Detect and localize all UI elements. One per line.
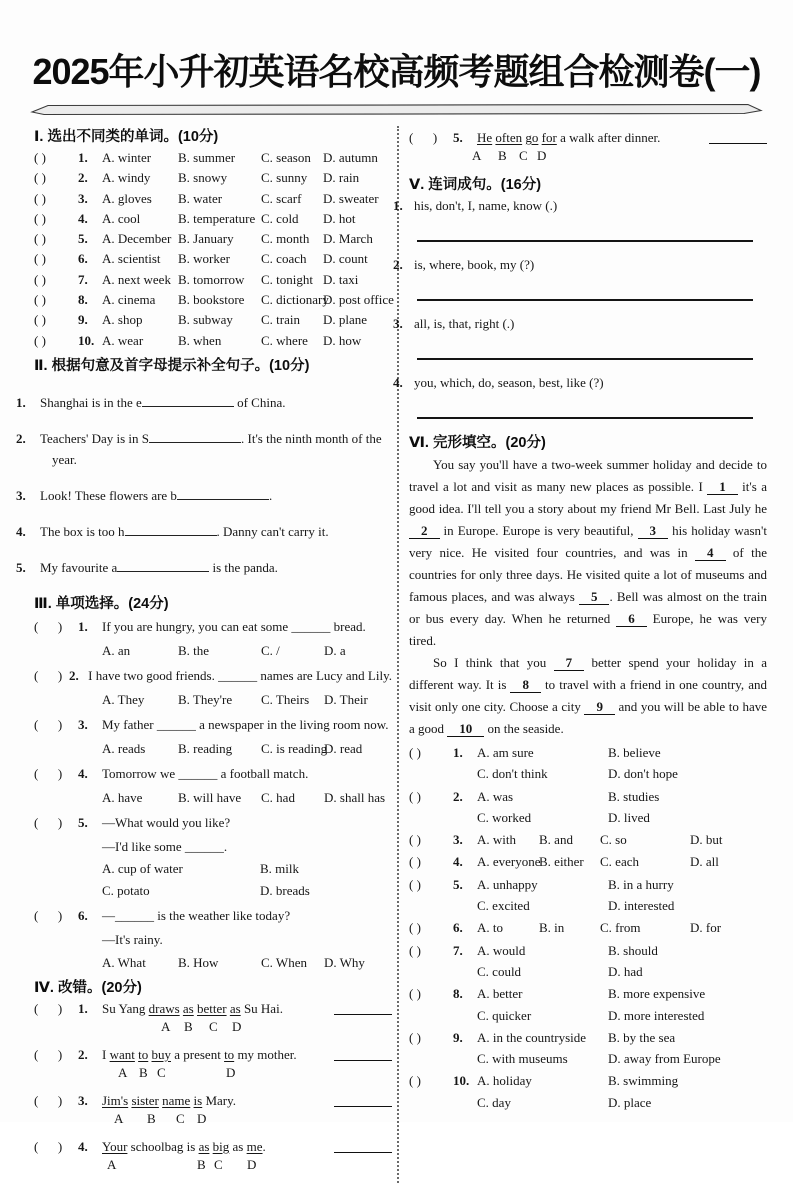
item-number: 2.: [78, 170, 88, 186]
item-number: 4.: [453, 854, 463, 870]
item-number: 2.: [78, 1046, 88, 1062]
item-number: 1.: [393, 198, 403, 213]
item-number: 3.: [78, 1092, 88, 1108]
choice-letters: A B C D: [114, 1110, 207, 1126]
section-4-header: Ⅳ. 改错。(20分): [34, 979, 142, 996]
choice-row: [34, 229, 392, 249]
option-b: B. should: [608, 942, 658, 958]
mc-question: [34, 811, 392, 903]
option-d: D. breads: [260, 883, 310, 899]
answer-bracket: ( ): [34, 907, 63, 923]
item-number: 5.: [78, 231, 88, 247]
answer-line: [417, 417, 753, 419]
word-list: his, don't, I, name, know (.): [414, 198, 558, 213]
option-c: C. /: [261, 642, 280, 658]
right-column: [393, 126, 767, 1183]
sentence-with-underlines: Su Yang draws as better as Su Hai.: [102, 1000, 283, 1016]
option-a: A. in the countryside: [477, 1029, 587, 1045]
option-b: B. milk: [260, 860, 300, 876]
item-number: 10.: [78, 332, 95, 348]
section-5-header: Ⅴ. 连词成句。(16分): [409, 177, 542, 193]
answer-bracket: ( ): [409, 854, 421, 870]
answer-bracket: ( ): [409, 745, 421, 760]
option-c: C. excited: [477, 898, 530, 914]
option-b: B. snowy: [178, 170, 228, 186]
answer-line: [417, 240, 753, 242]
mc-question: [34, 664, 392, 712]
cloze-option-item: [409, 851, 767, 872]
option-a: A. windy: [102, 170, 151, 186]
sentence-post: . Danny can't carry it.: [216, 523, 329, 539]
option-a: A. gloves: [102, 190, 152, 206]
write-in-blank: [117, 559, 209, 572]
answer-line: [334, 1014, 392, 1015]
item-number: 5.: [16, 559, 26, 575]
ordering-item: [393, 196, 767, 242]
answer-bracket: ( ): [34, 1046, 63, 1062]
option-b: B. and: [539, 832, 573, 848]
item-number: 10.: [453, 1073, 470, 1089]
choice-letters: A B C D: [118, 1064, 236, 1080]
fill-blank-item: [16, 485, 392, 506]
item-number: 9.: [78, 312, 88, 328]
item-number: 1.: [453, 745, 463, 760]
sentence-pre: Look! These flowers are b: [40, 487, 177, 503]
option-c: C. is reading: [261, 740, 328, 756]
option-c: C. tonight: [261, 271, 314, 287]
item-number: 6.: [453, 920, 463, 936]
option-a: A. December: [102, 231, 172, 247]
item-number: 5.: [78, 814, 88, 830]
option-d: D. rain: [323, 170, 360, 186]
option-d: D. more interested: [608, 1007, 705, 1023]
option-d: D. read: [324, 740, 363, 756]
item-number: 3.: [393, 316, 403, 331]
item-number: 2.: [69, 667, 79, 683]
option-d: D. autumn: [323, 150, 378, 165]
item-number: 5.: [453, 130, 463, 145]
cloze-paragraph-2: So I think that you 7 better spend your holiday in a different way. It is 8 to travel with a friend in one country, and visit only one city. Choose a city 9 and you will be able to have a good 10 on the seaside.: [409, 655, 767, 736]
option-b: B. January: [178, 231, 234, 247]
answer-bracket: ( ): [409, 986, 421, 1002]
sentence-pre: The box is too h: [40, 523, 125, 539]
option-c: C. worked: [477, 809, 532, 825]
answer-bracket: ( ): [34, 667, 63, 683]
option-a: A. wear: [102, 332, 144, 348]
option-d: D. sweater: [323, 190, 379, 206]
option-a: A. cinema: [102, 292, 156, 308]
option-a: A. next week: [102, 271, 171, 287]
fill-blank-item: [16, 557, 392, 578]
option-b: B. summer: [178, 150, 236, 165]
option-c: C. Theirs: [261, 691, 310, 707]
title-divider-ribbon: [30, 103, 763, 116]
answer-bracket: ( ): [409, 920, 421, 936]
item-number: 3.: [16, 487, 26, 503]
option-b: B. the: [178, 642, 210, 658]
error-correction-item: [34, 999, 392, 1036]
item-number: 4.: [393, 375, 403, 390]
option-c: C. had: [261, 789, 295, 805]
option-c: C. from: [600, 920, 641, 936]
answer-bracket: ( ): [34, 716, 63, 732]
item-number: 1.: [78, 150, 88, 165]
option-c: C. potato: [102, 883, 150, 899]
option-a: A. everyone: [477, 854, 541, 870]
option-b: B. How: [178, 954, 219, 970]
choice-letters: A B C D: [161, 1018, 242, 1034]
title-divider: [0, 103, 793, 120]
cloze-option-item: [409, 940, 767, 983]
option-b: B. worker: [178, 251, 230, 267]
answer-bracket: ( ): [34, 190, 46, 206]
sentence-pre: Shanghai is in the e: [40, 394, 142, 410]
question-text: If you are hungry, you can eat some ______ bread.: [102, 618, 366, 634]
option-b: B. bookstore: [178, 292, 245, 308]
item-number: 6.: [78, 907, 88, 923]
option-a: A. to: [477, 920, 503, 936]
option-c: C. where: [261, 332, 308, 348]
question-text: —______ is the weather like today?: [102, 907, 291, 923]
choice-letters: A B C D: [472, 148, 547, 163]
option-c: C. so: [600, 832, 627, 848]
cloze-option-item: [409, 1070, 767, 1113]
item-number: 6.: [78, 251, 88, 267]
answer-line: [417, 299, 753, 301]
option-b: B. believe: [608, 745, 661, 760]
mc-question: [34, 904, 392, 975]
choice-row: [34, 270, 392, 290]
answer-bracket: ( ): [34, 1138, 63, 1154]
option-d: D. how: [323, 332, 362, 348]
answer-bracket: ( ): [34, 814, 63, 830]
option-b: B. reading: [178, 740, 233, 756]
option-c: C. each: [600, 854, 639, 870]
option-d: D. count: [323, 251, 368, 267]
answer-bracket: ( ): [34, 1000, 63, 1016]
error-correction-item: [34, 1137, 392, 1174]
option-d: D. plane: [323, 312, 368, 328]
error-correction-item: [34, 1091, 392, 1128]
option-c: C. scarf: [261, 190, 302, 206]
item-number: 1.: [16, 394, 26, 410]
options-row: [102, 737, 392, 761]
answer-bracket: ( ): [409, 832, 421, 848]
option-c: C. day: [477, 1094, 511, 1110]
answer-bracket: ( ): [409, 1029, 421, 1045]
option-b: B. in: [539, 920, 565, 936]
option-d: D. a: [324, 642, 346, 658]
write-in-blank: [149, 430, 241, 443]
choice-row: [34, 148, 392, 168]
option-c: C. sunny: [261, 170, 308, 186]
option-b: B. by the sea: [608, 1029, 676, 1045]
two-column-layout: [16, 126, 767, 1183]
section-1-odd-one-out: [34, 148, 392, 351]
option-b: B. in a hurry: [608, 876, 674, 892]
sentence-pre: My favourite a: [40, 559, 118, 575]
word-list: you, which, do, season, best, like (?): [414, 375, 604, 390]
options-row: [102, 688, 392, 712]
option-d: D. taxi: [323, 271, 359, 287]
mc-question: [34, 713, 392, 761]
option-a: A. with: [477, 832, 516, 848]
answer-bracket: ( ): [34, 170, 46, 186]
option-b: B. temperature: [178, 210, 256, 226]
sentence-pre: Teachers' Day is in S: [40, 430, 150, 446]
question-text: My father ______ a newspaper in the living room now.: [102, 716, 389, 732]
mc-question: [34, 615, 392, 663]
answer-bracket: ( ): [34, 292, 46, 308]
ordering-item: [393, 255, 767, 301]
option-c: C. could: [477, 963, 522, 979]
option-c: C. When: [261, 954, 307, 970]
answer-bracket: ( ): [409, 130, 438, 145]
option-a: A. have: [102, 789, 143, 805]
option-d: D. don't hope: [608, 766, 678, 782]
cloze-options: [409, 742, 767, 1113]
item-number: 9.: [453, 1029, 463, 1045]
cloze-paragraph-1: You say you'll have a two-week summer holiday and decide to travel a lot and visit as many new places as possible. I 1 it's a good idea. I'll tell you a story about my friend Mr Bell. Last July he 2 in Europe. Europe is very beautiful, 3 his holiday wasn't very nice. He visited four countries, and was in 4 of the countries for only three days. He visited quite a lot of museums and famous places, and was always 5 . Bell was almost on the train or bus every day. When he returned 6 Europe, he was very tired.: [409, 457, 767, 648]
item-number: 1.: [78, 1000, 88, 1016]
choice-row: [34, 290, 392, 310]
answer-bracket: ( ): [409, 788, 421, 804]
option-c: C. train: [261, 312, 300, 328]
choice-letters: A B C D: [107, 1156, 257, 1172]
option-d: D. lived: [608, 809, 650, 825]
option-a: A. unhappy: [477, 876, 538, 892]
option-c: C. quicker: [477, 1007, 532, 1023]
sentence-with-underlines: Your schoolbag is as big as me.: [102, 1138, 266, 1154]
choice-row: [34, 331, 392, 351]
question-text: —What would you like?: [102, 814, 231, 830]
sentence-with-underlines: Jim's sister name is Mary.: [102, 1092, 237, 1108]
sentence-with-underlines: He often go for a walk after dinner.: [477, 130, 661, 145]
left-column: [16, 126, 399, 1183]
option-a: A. shop: [102, 312, 143, 328]
answer-bracket: ( ): [34, 765, 63, 781]
option-b: B. will have: [178, 789, 242, 805]
item-number: 7.: [453, 942, 463, 958]
option-a: A. would: [477, 942, 526, 958]
sentence-post: is the panda.: [209, 559, 278, 575]
option-d: D. had: [608, 963, 643, 979]
fill-blank-item: [16, 392, 392, 413]
option-a: A. cool: [102, 210, 141, 226]
error-correction-item: [409, 128, 767, 165]
sentence-with-underlines: I want to buy a present to my mother.: [102, 1046, 297, 1062]
option-a: A. scientist: [102, 251, 161, 267]
option-d: D. post office: [323, 292, 394, 308]
answer-bracket: ( ): [34, 271, 46, 287]
options-grid: [102, 858, 392, 903]
answer-line: [709, 143, 767, 144]
option-a: A. an: [102, 642, 131, 658]
item-number: 4.: [16, 523, 26, 539]
option-d: D. Why: [324, 954, 365, 970]
section-2-header: Ⅱ. 根据句意及首字母提示补全句子。(10分): [34, 357, 310, 374]
answer-bracket: ( ): [34, 618, 63, 634]
option-c: C. with museums: [477, 1051, 568, 1067]
option-b: B. studies: [608, 788, 660, 804]
options-row: [102, 639, 392, 663]
section-3-header: Ⅲ. 单项选择。(24分): [34, 595, 169, 612]
option-a: A. was: [477, 788, 514, 804]
cloze-option-item: [409, 786, 767, 829]
answer-bracket: ( ): [34, 1092, 63, 1108]
sentence-post: of China.: [233, 394, 286, 410]
cloze-option-item: [409, 1027, 767, 1070]
item-number: 1.: [78, 618, 88, 634]
choice-row: [34, 249, 392, 269]
cloze-option-item: [409, 874, 767, 917]
option-a: A. reads: [102, 740, 146, 756]
fill-blank-item: [16, 428, 392, 470]
option-b: B. swimming: [608, 1073, 679, 1089]
item-number: 2.: [393, 257, 403, 272]
item-number: 2.: [16, 430, 26, 446]
item-number: 7.: [78, 271, 88, 287]
fill-blank-item: [16, 521, 392, 542]
option-d: D. away from Europe: [608, 1051, 721, 1067]
option-b: B. either: [539, 854, 584, 870]
item-number: 3.: [78, 716, 88, 732]
answer-line: [334, 1152, 392, 1153]
option-d: D. shall has: [324, 789, 386, 805]
options-row: [102, 951, 392, 975]
sentence-post: .: [268, 487, 273, 503]
item-number: 4.: [78, 210, 88, 226]
option-b: B. subway: [178, 312, 233, 328]
answer-bracket: ( ): [34, 231, 46, 247]
option-d: D. for: [690, 920, 722, 936]
answer-bracket: ( ): [409, 876, 421, 892]
write-in-blank: [125, 523, 217, 536]
choice-row: [34, 310, 392, 330]
cloze-option-item: [409, 742, 767, 785]
option-b: B. tomorrow: [178, 271, 245, 287]
word-list: is, where, book, my (?): [414, 257, 535, 272]
answer-line: [417, 358, 753, 360]
option-b: B. more expensive: [608, 986, 706, 1002]
choice-row: [34, 168, 392, 188]
answer-bracket: ( ): [409, 942, 421, 958]
page-title: 2025年小升初英语名校高频考题组合检测卷(一): [32, 51, 761, 92]
section-6-header: Ⅵ. 完形填空。(20分): [409, 435, 546, 451]
option-d: D. March: [323, 231, 373, 247]
answer-bracket: ( ): [34, 251, 46, 267]
question-text-line2: —It's rainy.: [102, 931, 163, 947]
answer-line: [334, 1106, 392, 1107]
write-in-blank: [177, 487, 269, 500]
option-a: A. am sure: [477, 745, 534, 760]
option-a: A. What: [102, 954, 146, 970]
section-5-sentence-ordering: [393, 196, 767, 419]
cloze-option-item: [409, 917, 767, 938]
section-2-fill-blanks: [16, 392, 392, 578]
option-c: C. dictionary: [261, 292, 329, 308]
option-a: A. winter: [102, 150, 152, 165]
answer-bracket: ( ): [34, 150, 46, 165]
answer-bracket: ( ): [34, 312, 46, 328]
answer-bracket: ( ): [409, 1073, 421, 1089]
option-c: C. coach: [261, 251, 307, 267]
ordering-item: [393, 373, 767, 419]
section-1-header: Ⅰ. 选出不同类的单词。(10分): [34, 129, 219, 145]
option-a: A. holiday: [477, 1073, 532, 1089]
option-d: D. all: [690, 854, 719, 870]
answer-bracket: ( ): [34, 210, 46, 226]
option-a: A. better: [477, 986, 523, 1002]
item-number: 8.: [453, 986, 463, 1002]
question-text: Tomorrow we ______ a football match.: [102, 765, 309, 781]
item-number: 2.: [453, 788, 463, 804]
sentence-post: . It's the ninth month of the year.: [52, 430, 382, 467]
item-number: 3.: [453, 832, 463, 848]
cloze-option-item: [409, 829, 767, 850]
mc-question: [34, 762, 392, 810]
item-number: 5.: [453, 876, 463, 892]
option-d: D. hot: [323, 210, 356, 226]
option-c: C. season: [261, 150, 311, 165]
option-b: B. water: [178, 190, 223, 206]
word-list: all, is, that, right (.): [414, 316, 515, 331]
section-4-error-correction: [34, 999, 392, 1174]
option-d: D. place: [608, 1094, 652, 1110]
option-a: A. They: [102, 691, 145, 707]
section-3-multiple-choice: [34, 615, 392, 975]
ordering-item: [393, 314, 767, 360]
choice-row: [34, 209, 392, 229]
option-c: C. month: [261, 231, 310, 247]
item-number: 4.: [78, 765, 88, 781]
question-text: I have two good friends. ______ names are Lucy and Lily.: [88, 667, 392, 683]
option-c: C. don't think: [477, 766, 548, 782]
option-b: B. when: [178, 332, 222, 348]
write-in-blank: [142, 394, 234, 407]
option-a: A. cup of water: [102, 860, 183, 876]
cloze-passage: [409, 454, 767, 740]
cloze-option-item: [409, 983, 767, 1026]
option-d: D. interested: [608, 898, 675, 914]
answer-line: [334, 1060, 392, 1061]
question-text-line2: —I'd like some ______.: [102, 838, 228, 854]
item-number: 3.: [78, 190, 88, 206]
answer-bracket: ( ): [34, 332, 46, 348]
options-row: [102, 786, 392, 810]
option-b: B. They're: [178, 691, 233, 707]
option-d: D. but: [690, 832, 723, 848]
item-number: 8.: [78, 292, 88, 308]
option-c: C. cold: [261, 210, 299, 226]
choice-row: [34, 189, 392, 209]
item-number: 4.: [78, 1138, 88, 1154]
error-correction-item: [34, 1045, 392, 1082]
option-d: D. Their: [324, 691, 368, 707]
